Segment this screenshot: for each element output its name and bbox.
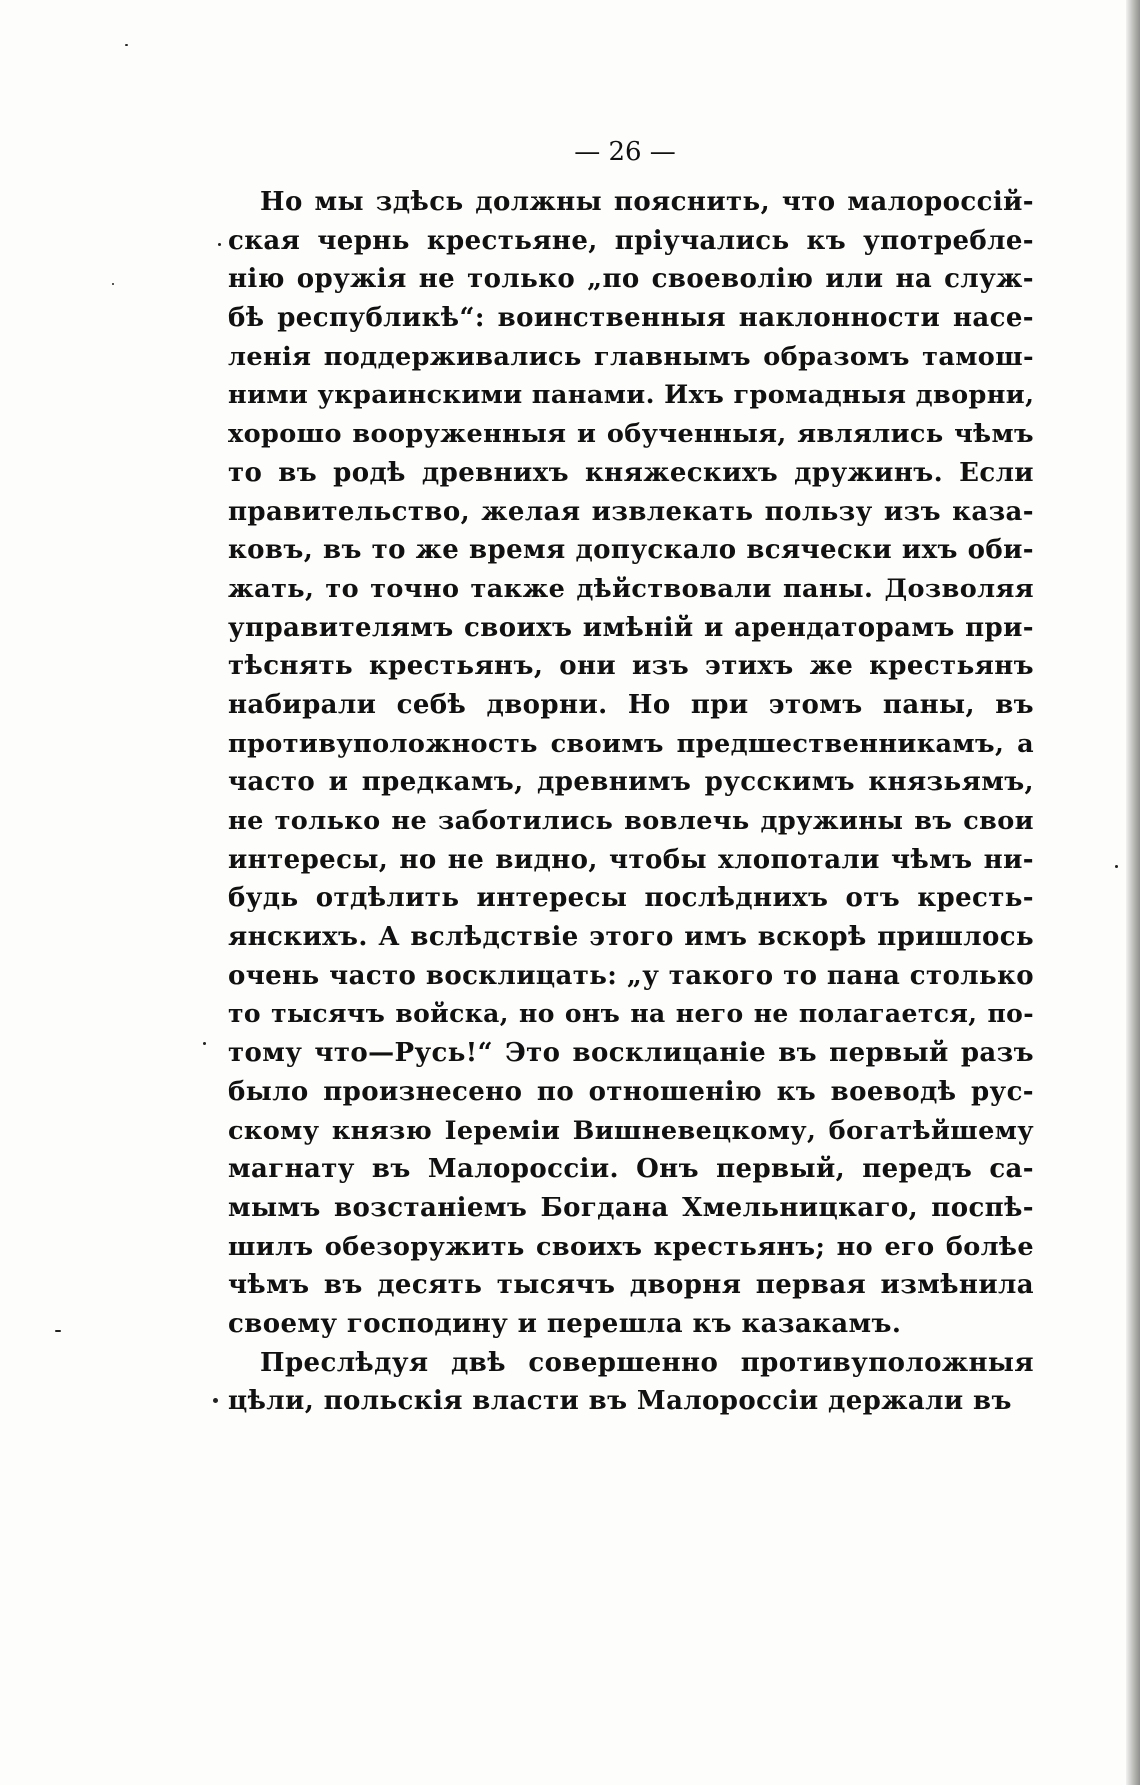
paragraph: [228, 1344, 1034, 1421]
text-line: тому что—Русь!“ Это восклицаніе въ первый разъ: [228, 1038, 1034, 1069]
scan-speck: [203, 1042, 206, 1045]
text-line: будь отдѣлить интересы послѣднихъ отъ кресть-: [228, 883, 1034, 914]
text-line: бѣ республикѣ“: воинственныя наклонности насе-: [228, 303, 1034, 334]
text-line: ская чернь крестьяне, пріучались къ употребле-: [228, 225, 1034, 256]
text-line: Преслѣдуя двѣ совершенно противуположныя: [260, 1347, 1034, 1378]
scan-speck: [1115, 865, 1118, 868]
text-line: то въ родѣ древнихъ княжескихъ дружинъ. Если: [228, 457, 1034, 488]
scan-speck: [55, 1330, 61, 1332]
paragraph: [228, 183, 1034, 1344]
text-line: было произнесено по отношенію къ воеводѣ рус-: [228, 1076, 1034, 1107]
text-line: хорошо вооруженныя и обученныя, являлись чѣмъ: [228, 419, 1034, 450]
text-line: ковъ, въ то же время допускало всячески ихъ оби-: [228, 535, 1034, 566]
text-line: набирали себѣ дворни. Но при этомъ паны, въ: [228, 689, 1034, 720]
scan-speck: [218, 243, 221, 246]
text-line: тѣснять крестьянъ, они изъ этихъ же крестьянъ: [228, 651, 1034, 682]
text-line: правительство, желая извлекать пользу изъ каза-: [228, 496, 1034, 527]
text-line: ленія поддерживались главнымъ образомъ тамош-: [228, 341, 1034, 372]
text-line: Но мы здѣсь должны пояснить, что малороссій-: [260, 187, 1034, 217]
scan-speck: [125, 44, 128, 46]
text-line: своему господину и перешла къ казакамъ.: [228, 1308, 902, 1339]
text-line: жать, то точно также дѣйствовали паны. Дозволяя: [228, 573, 1034, 604]
text-line: очень часто восклицать: „у такого то пана столько: [228, 960, 1034, 991]
scan-speck: [112, 283, 114, 285]
text-line: то тысячъ войска, но онъ на него не полагается, по-: [228, 999, 1034, 1029]
body-text: [228, 183, 1034, 1421]
text-line: скому князю Іереміи Вишневецкому, богатѣйшему: [228, 1115, 1034, 1146]
text-line: шилъ обезоружить своихъ крестьянъ; но его болѣе: [228, 1231, 1034, 1262]
text-line: управителямъ своихъ имѣній и арендаторамъ при-: [228, 612, 1034, 643]
scan-speck: [213, 1398, 218, 1403]
text-line: интересы, но не видно, чтобы хлопотали чѣмъ ни-: [228, 844, 1034, 875]
text-line: не только не заботились вовлечь дружины въ свои: [228, 806, 1034, 836]
text-line: часто и предкамъ, древнимъ русскимъ князьямъ,: [228, 767, 1034, 798]
text-line: ними украинскими панами. Ихъ громадныя дворни,: [228, 380, 1034, 411]
text-line: мымъ возстаніемъ Богдана Хмельницкаго, поспѣ-: [228, 1192, 1034, 1223]
text-line: нію оружія не только „по своеволію или на служ-: [228, 264, 1034, 295]
page-number: — 26 —: [574, 137, 676, 167]
text-line: янскихъ. А вслѣдствіе этого имъ вскорѣ пришлось: [228, 922, 1034, 953]
text-line: противуположность своимъ предшественникамъ, а: [228, 728, 1034, 759]
page-binding-shadow: [1126, 0, 1140, 1785]
text-line: чѣмъ въ десять тысячъ дворня первая измѣнила: [228, 1270, 1034, 1301]
text-line: магнату въ Малороссіи. Онъ первый, передъ са-: [228, 1154, 1034, 1185]
text-line: цѣли, польскія власти въ Малороссіи держали въ: [228, 1386, 1012, 1417]
